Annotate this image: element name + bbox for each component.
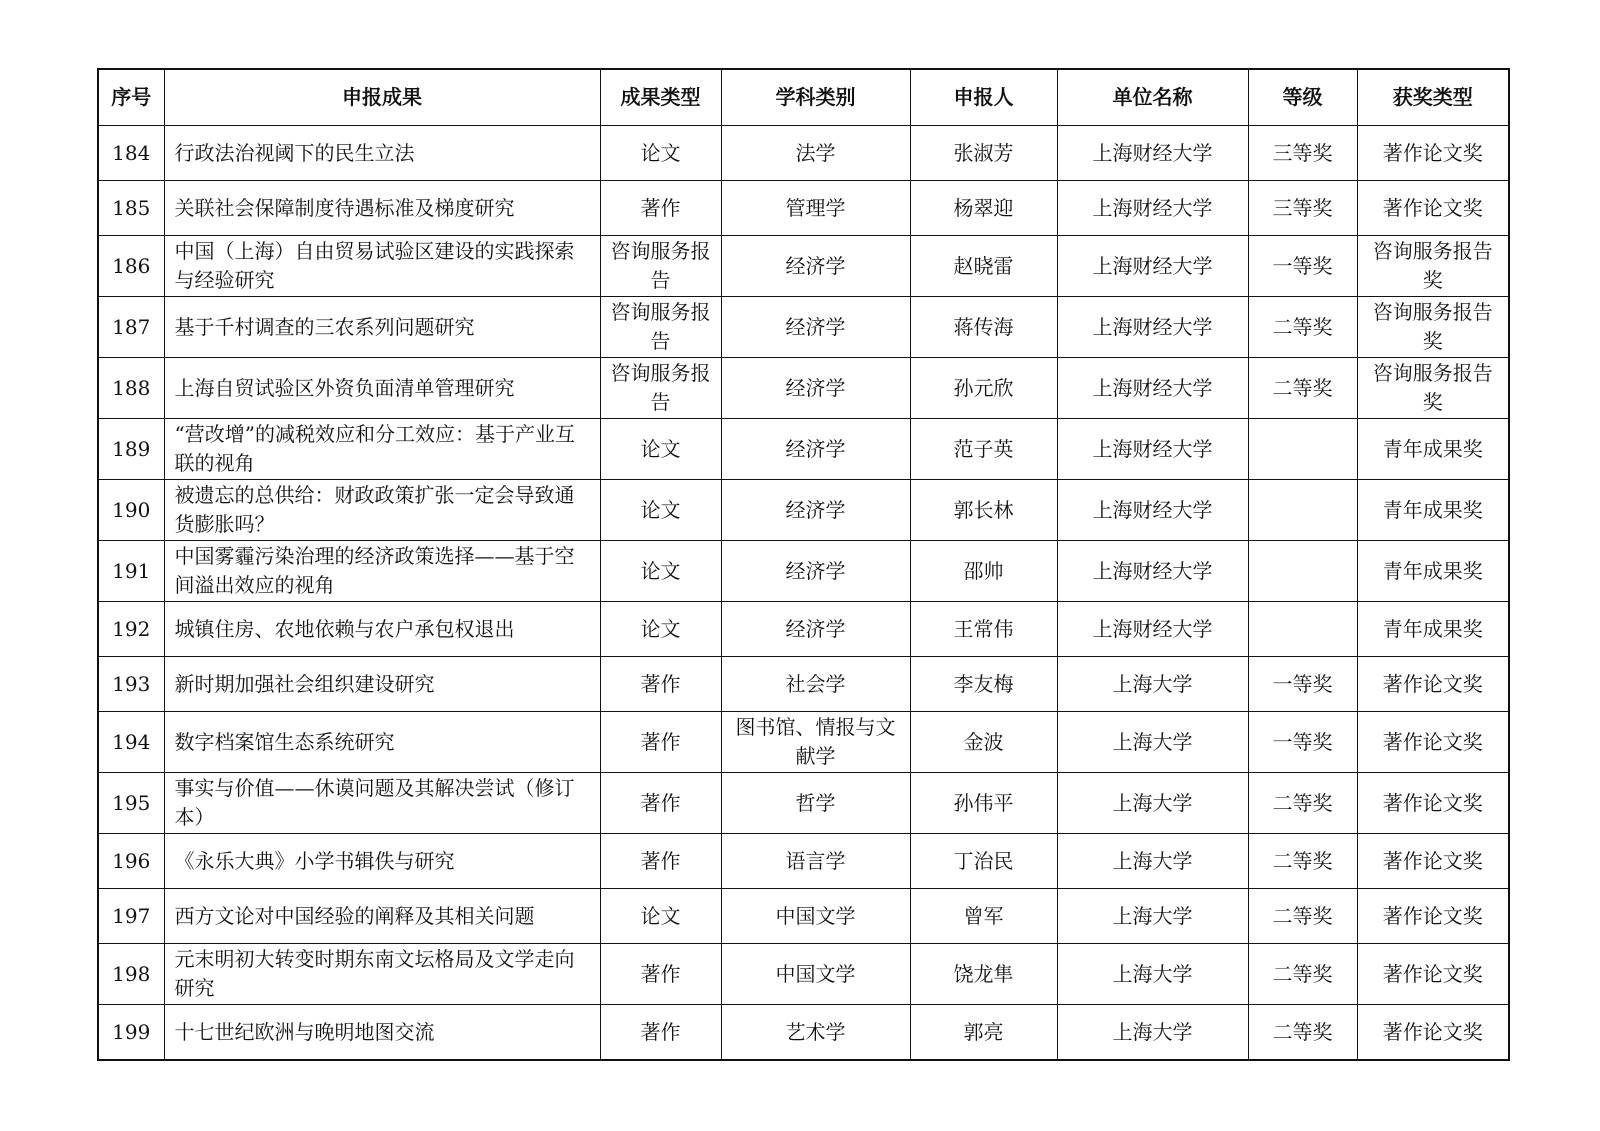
cell-type: 著作 [600, 773, 721, 834]
cell-unit: 上海大学 [1057, 834, 1248, 889]
table-row [98, 602, 1509, 657]
table-row [98, 297, 1509, 358]
cell-unit: 上海财经大学 [1057, 126, 1248, 181]
cell-applicant: 郭亮 [910, 1005, 1057, 1061]
cell-grade: 一等奖 [1248, 657, 1357, 712]
cell-grade: 二等奖 [1248, 834, 1357, 889]
cell-subject: 经济学 [721, 297, 910, 358]
cell-grade [1248, 541, 1357, 602]
cell-subject: 语言学 [721, 834, 910, 889]
cell-type: 论文 [600, 541, 721, 602]
cell-applicant: 金波 [910, 712, 1057, 773]
cell-grade: 一等奖 [1248, 712, 1357, 773]
table-row [98, 944, 1509, 1005]
header-row [98, 69, 1509, 126]
cell-award: 著作论文奖 [1357, 181, 1509, 236]
table-row [98, 236, 1509, 297]
cell-grade: 一等奖 [1248, 236, 1357, 297]
cell-applicant: 范子英 [910, 419, 1057, 480]
cell-type: 论文 [600, 889, 721, 944]
cell-applicant: 孙伟平 [910, 773, 1057, 834]
cell-grade [1248, 480, 1357, 541]
cell-title: 中国（上海）自由贸易试验区建设的实践探索与经验研究 [164, 236, 600, 297]
cell-title: 十七世纪欧洲与晚明地图交流 [164, 1005, 600, 1061]
cell-subject: 法学 [721, 126, 910, 181]
cell-no: 190 [98, 480, 164, 541]
cell-unit: 上海财经大学 [1057, 480, 1248, 541]
cell-grade: 二等奖 [1248, 773, 1357, 834]
cell-no: 195 [98, 773, 164, 834]
cell-grade [1248, 602, 1357, 657]
header-cell-grade: 等级 [1248, 69, 1357, 126]
cell-subject: 中国文学 [721, 944, 910, 1005]
header-cell-type: 成果类型 [600, 69, 721, 126]
cell-grade: 二等奖 [1248, 358, 1357, 419]
table-row [98, 889, 1509, 944]
cell-type: 著作 [600, 834, 721, 889]
cell-applicant: 蒋传海 [910, 297, 1057, 358]
cell-type: 著作 [600, 712, 721, 773]
cell-subject: 经济学 [721, 419, 910, 480]
cell-no: 184 [98, 126, 164, 181]
cell-unit: 上海财经大学 [1057, 236, 1248, 297]
table-row [98, 657, 1509, 712]
cell-applicant: 郭长林 [910, 480, 1057, 541]
cell-applicant: 孙元欣 [910, 358, 1057, 419]
cell-type: 论文 [600, 480, 721, 541]
cell-award: 著作论文奖 [1357, 834, 1509, 889]
header-cell-unit: 单位名称 [1057, 69, 1248, 126]
table-row [98, 126, 1509, 181]
cell-type: 咨询服务报告 [600, 236, 721, 297]
cell-no: 194 [98, 712, 164, 773]
cell-subject: 哲学 [721, 773, 910, 834]
cell-type: 论文 [600, 126, 721, 181]
header-cell-no: 序号 [98, 69, 164, 126]
cell-award: 青年成果奖 [1357, 480, 1509, 541]
table-row [98, 541, 1509, 602]
cell-award: 咨询服务报告奖 [1357, 236, 1509, 297]
cell-grade: 二等奖 [1248, 1005, 1357, 1061]
cell-no: 185 [98, 181, 164, 236]
cell-award: 青年成果奖 [1357, 541, 1509, 602]
cell-subject: 经济学 [721, 236, 910, 297]
cell-applicant: 杨翠迎 [910, 181, 1057, 236]
cell-no: 197 [98, 889, 164, 944]
cell-unit: 上海财经大学 [1057, 181, 1248, 236]
cell-subject: 经济学 [721, 480, 910, 541]
cell-type: 咨询服务报告 [600, 358, 721, 419]
award-list-page [97, 68, 1508, 1061]
cell-award: 著作论文奖 [1357, 657, 1509, 712]
cell-no: 188 [98, 358, 164, 419]
cell-grade [1248, 419, 1357, 480]
table-row [98, 181, 1509, 236]
cell-type: 论文 [600, 419, 721, 480]
cell-award: 青年成果奖 [1357, 419, 1509, 480]
cell-title: 城镇住房、农地依赖与农户承包权退出 [164, 602, 600, 657]
cell-type: 论文 [600, 602, 721, 657]
cell-unit: 上海财经大学 [1057, 358, 1248, 419]
cell-unit: 上海大学 [1057, 773, 1248, 834]
cell-type: 著作 [600, 944, 721, 1005]
cell-title: 元末明初大转变时期东南文坛格局及文学走向研究 [164, 944, 600, 1005]
table-row [98, 1005, 1509, 1061]
cell-type: 咨询服务报告 [600, 297, 721, 358]
cell-title: 西方文论对中国经验的阐释及其相关问题 [164, 889, 600, 944]
cell-type: 著作 [600, 181, 721, 236]
table-row [98, 358, 1509, 419]
table-row [98, 773, 1509, 834]
cell-title: 事实与价值——休谟问题及其解决尝试（修订本） [164, 773, 600, 834]
cell-applicant: 张淑芳 [910, 126, 1057, 181]
cell-title: 被遗忘的总供给：财政政策扩张一定会导致通货膨胀吗？ [164, 480, 600, 541]
cell-award: 青年成果奖 [1357, 602, 1509, 657]
cell-no: 199 [98, 1005, 164, 1061]
cell-title: 《永乐大典》小学书辑佚与研究 [164, 834, 600, 889]
cell-applicant: 丁治民 [910, 834, 1057, 889]
cell-title: 中国雾霾污染治理的经济政策选择——基于空间溢出效应的视角 [164, 541, 600, 602]
cell-title: 上海自贸试验区外资负面清单管理研究 [164, 358, 600, 419]
table-row [98, 480, 1509, 541]
cell-grade: 三等奖 [1248, 126, 1357, 181]
cell-subject: 经济学 [721, 541, 910, 602]
cell-award: 咨询服务报告奖 [1357, 358, 1509, 419]
cell-unit: 上海财经大学 [1057, 541, 1248, 602]
cell-award: 著作论文奖 [1357, 889, 1509, 944]
cell-grade: 三等奖 [1248, 181, 1357, 236]
cell-type: 著作 [600, 1005, 721, 1061]
cell-no: 198 [98, 944, 164, 1005]
table-row [98, 419, 1509, 480]
cell-no: 187 [98, 297, 164, 358]
cell-title: 关联社会保障制度待遇标准及梯度研究 [164, 181, 600, 236]
cell-no: 186 [98, 236, 164, 297]
cell-award: 著作论文奖 [1357, 712, 1509, 773]
cell-title: 行政法治视阈下的民生立法 [164, 126, 600, 181]
cell-type: 著作 [600, 657, 721, 712]
cell-unit: 上海大学 [1057, 712, 1248, 773]
header-cell-applicant: 申报人 [910, 69, 1057, 126]
cell-unit: 上海财经大学 [1057, 419, 1248, 480]
cell-subject: 图书馆、情报与文献学 [721, 712, 910, 773]
cell-applicant: 赵晓雷 [910, 236, 1057, 297]
cell-subject: 社会学 [721, 657, 910, 712]
cell-subject: 艺术学 [721, 1005, 910, 1061]
award-table [97, 68, 1510, 1061]
cell-subject: 中国文学 [721, 889, 910, 944]
cell-title: 新时期加强社会组织建设研究 [164, 657, 600, 712]
header-cell-award: 获奖类型 [1357, 69, 1509, 126]
cell-unit: 上海财经大学 [1057, 297, 1248, 358]
cell-applicant: 曾军 [910, 889, 1057, 944]
cell-grade: 二等奖 [1248, 889, 1357, 944]
cell-award: 著作论文奖 [1357, 944, 1509, 1005]
cell-grade: 二等奖 [1248, 944, 1357, 1005]
cell-no: 189 [98, 419, 164, 480]
cell-no: 193 [98, 657, 164, 712]
cell-subject: 经济学 [721, 602, 910, 657]
cell-applicant: 李友梅 [910, 657, 1057, 712]
cell-unit: 上海大学 [1057, 944, 1248, 1005]
cell-no: 191 [98, 541, 164, 602]
cell-award: 著作论文奖 [1357, 126, 1509, 181]
cell-applicant: 饶龙隼 [910, 944, 1057, 1005]
cell-applicant: 王常伟 [910, 602, 1057, 657]
cell-title: 数字档案馆生态系统研究 [164, 712, 600, 773]
cell-unit: 上海大学 [1057, 657, 1248, 712]
cell-applicant: 邵帅 [910, 541, 1057, 602]
cell-award: 著作论文奖 [1357, 1005, 1509, 1061]
cell-no: 196 [98, 834, 164, 889]
cell-unit: 上海大学 [1057, 1005, 1248, 1061]
cell-no: 192 [98, 602, 164, 657]
cell-title: 基于千村调查的三农系列问题研究 [164, 297, 600, 358]
cell-award: 著作论文奖 [1357, 773, 1509, 834]
table-row [98, 834, 1509, 889]
cell-unit: 上海财经大学 [1057, 602, 1248, 657]
table-row [98, 712, 1509, 773]
cell-subject: 管理学 [721, 181, 910, 236]
cell-subject: 经济学 [721, 358, 910, 419]
cell-unit: 上海大学 [1057, 889, 1248, 944]
cell-grade: 二等奖 [1248, 297, 1357, 358]
cell-title: “营改增”的减税效应和分工效应：基于产业互联的视角 [164, 419, 600, 480]
header-cell-subject: 学科类别 [721, 69, 910, 126]
header-cell-title: 申报成果 [164, 69, 600, 126]
cell-award: 咨询服务报告奖 [1357, 297, 1509, 358]
